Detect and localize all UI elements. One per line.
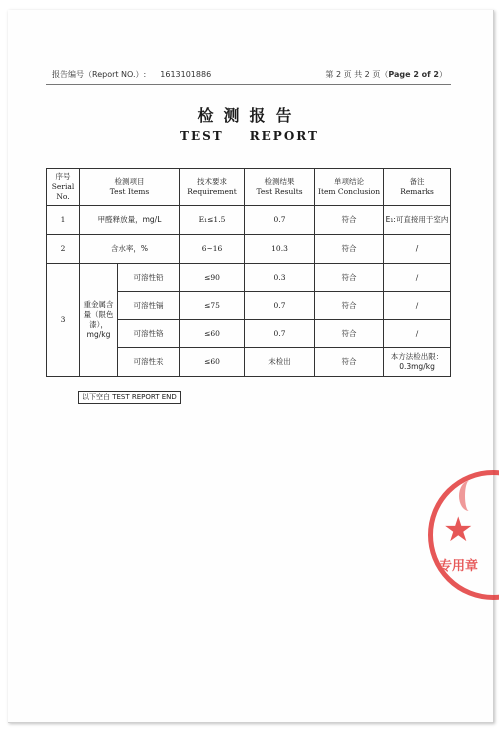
cell-remark: / <box>384 264 451 292</box>
table-header-row <box>47 169 451 206</box>
report-title-en <box>0 128 499 144</box>
seal-text: 专用章 <box>439 559 479 574</box>
cell-result: 10.3 <box>245 235 315 264</box>
header-serial: 序号 Serial No. <box>47 169 80 206</box>
cell-subitem: 可溶性铬 <box>118 320 180 348</box>
cell-conclusion: 符合 <box>315 235 384 264</box>
cell-remark: E₁:可直接用于室内 <box>384 206 451 235</box>
cell-conclusion: 符合 <box>315 264 384 292</box>
header-conclusion: 单项结论 Item Conclusion <box>315 169 384 206</box>
cell-result: 未检出 <box>245 348 315 377</box>
cell-subitem: 可溶性镉 <box>118 292 180 320</box>
cell-remark: / <box>384 235 451 264</box>
test-results-table <box>46 168 451 377</box>
header-divider <box>46 84 451 85</box>
cell-requirement: 6~16 <box>180 235 245 264</box>
cell-item: 甲醛释放量，mg/L <box>80 206 180 235</box>
cell-item: 含水率，% <box>80 235 180 264</box>
seal-arc <box>459 481 479 511</box>
cell-conclusion: 符合 <box>315 206 384 235</box>
header-test-items: 检测项目 Test Items <box>80 169 180 206</box>
cell-result: 0.3 <box>245 264 315 292</box>
page-indicator-en: Page 2 of 2 <box>388 70 439 79</box>
cell-item-group: 重金属含量（限色漆），mg/kg <box>80 264 118 377</box>
table-row <box>47 206 451 235</box>
report-number-value: 1613101886 <box>160 70 212 79</box>
cell-subitem: 可溶性铅 <box>118 264 180 292</box>
cell-remark: / <box>384 320 451 348</box>
header-results: 检测结果 Test Results <box>245 169 315 206</box>
cell-result: 0.7 <box>245 320 315 348</box>
header-requirement: 技术要求 Requirement <box>180 169 245 206</box>
table-row <box>47 235 451 264</box>
report-end-tag: 以下空白 TEST REPORT END <box>78 391 181 404</box>
cell-conclusion: 符合 <box>315 292 384 320</box>
page-indicator <box>325 70 447 80</box>
cell-result: 0.7 <box>245 206 315 235</box>
report-title-en-left: TEST <box>180 129 224 143</box>
cell-conclusion: 符合 <box>315 348 384 377</box>
cell-subitem: 可溶性汞 <box>118 348 180 377</box>
cell-requirement: E₁≤1.5 <box>180 206 245 235</box>
report-number <box>52 70 211 80</box>
cell-requirement: ≤90 <box>180 264 245 292</box>
cell-requirement: ≤60 <box>180 320 245 348</box>
cell-serial: 1 <box>47 206 80 235</box>
table-row <box>47 264 451 292</box>
report-title-cn: 检测报告 <box>197 106 302 125</box>
page-indicator-close: ） <box>439 70 447 79</box>
cell-requirement: ≤75 <box>180 292 245 320</box>
cell-result: 0.7 <box>245 292 315 320</box>
seal-star-icon: ★ <box>443 510 474 550</box>
page-indicator-cn: 第 2 页 共 2 页（ <box>325 70 389 79</box>
cell-remark: / <box>384 292 451 320</box>
cell-requirement: ≤60 <box>180 348 245 377</box>
report-number-label: 报告编号（Report NO.）: <box>52 70 147 79</box>
report-title-en-right: REPORT <box>249 129 319 143</box>
cell-conclusion: 符合 <box>315 320 384 348</box>
header-remarks: 备注 Remarks <box>384 169 451 206</box>
cell-remark: 本方法检出限：0.3mg/kg <box>384 348 451 377</box>
cell-serial: 3 <box>47 264 80 377</box>
cell-serial: 2 <box>47 235 80 264</box>
